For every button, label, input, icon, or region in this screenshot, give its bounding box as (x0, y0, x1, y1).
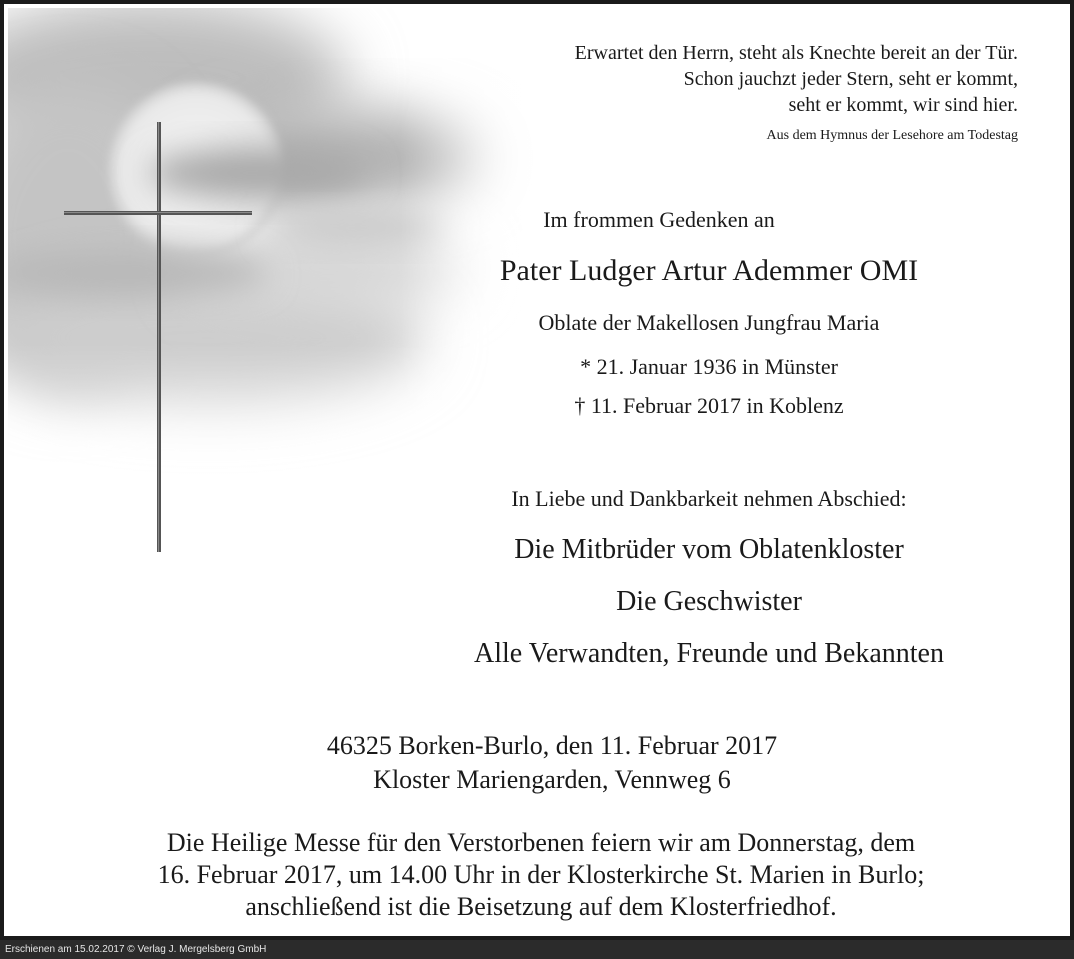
quote-source: Aus dem Hymnus der Lesehore am Todestag (766, 128, 1018, 143)
memorial-intro: Im frommen Gedenken an (543, 207, 775, 232)
address-line: 46325 Borken-Burlo, den 11. Februar 2017 (326, 731, 778, 760)
birth-date: * 21. Januar 1936 in Münster (580, 354, 838, 379)
death-date: † 11. Februar 2017 in Koblenz (574, 393, 844, 418)
mourners-intro: In Liebe und Dankbarkeit nehmen Abschied: (511, 486, 907, 511)
service-info-line: Die Heilige Messe für den Verstorbenen feiern wir am Donnerstag, dem (166, 828, 916, 857)
deceased-name: Pater Ludger Artur Ademmer OMI (499, 254, 919, 287)
quote-line: seht er kommt, wir sind hier. (788, 94, 1018, 116)
service-info-line: anschließend ist die Beisetzung auf dem Klosterfriedhof. (245, 892, 837, 921)
mourner-group: Die Mitbrüder vom Oblatenkloster (514, 534, 904, 565)
service-info-line: 16. Februar 2017, um 14.00 Uhr in der Klosterkirche St. Marien in Burlo; (157, 860, 925, 889)
mourner-group: Die Geschwister (616, 586, 802, 617)
quote-line: Schon jauchzt jeder Stern, seht er kommt, (683, 68, 1018, 90)
address-line: Kloster Mariengarden, Vennweg 6 (373, 765, 731, 794)
cross-moon-illustration (8, 8, 568, 568)
quote-line: Erwartet den Herrn, steht als Knechte bereit an der Tür. (574, 42, 1018, 64)
mourner-group: Alle Verwandten, Freunde und Bekannten (474, 638, 944, 669)
religious-order: Oblate der Makellosen Jungfrau Maria (538, 310, 880, 335)
publication-footer: Erschienen am 15.02.2017 © Verlag J. Mergelsberg GmbH (0, 940, 1074, 959)
